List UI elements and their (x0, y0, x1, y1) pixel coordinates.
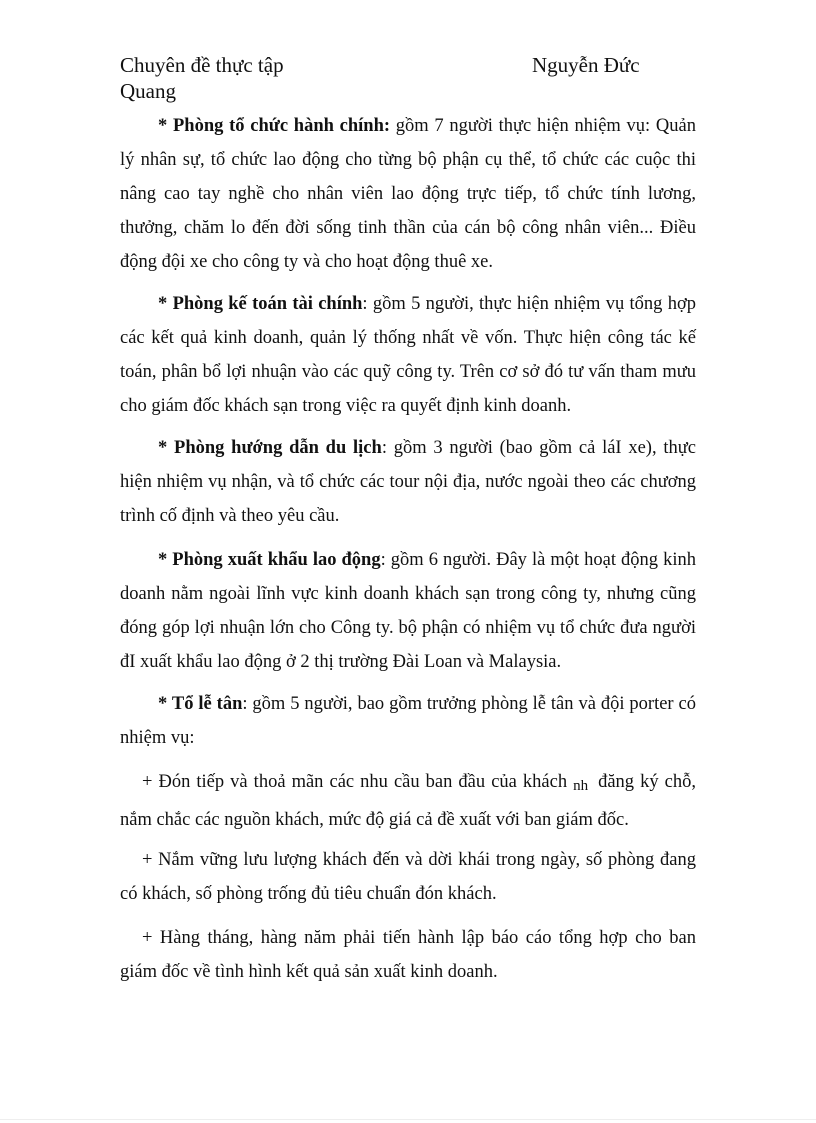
bullet-nam-vung-luu-luong: + Nắm vững lưu lượng khách đến và dời khái trong ngày, số phòng đang có khách, số phòng trống đủ tiêu chuẩn đón khách. (120, 850, 696, 904)
paragraph-phong-huong-dan-du-lich (120, 431, 696, 533)
paragraph-phong-ke-toan-tai-chinh (120, 287, 696, 423)
paragraph-text: : gồm 6 người. Đây là một hoạt động kinh doanh nằm ngoài lĩnh vực kinh doanh khách sạn trong công ty, nhưng cũng đóng góp lợi nhuận lớn cho Công ty. bộ phận có nhiệm vụ tổ chức đưa người đI xuất khẩu lao động ở 2 thị trường Đài Loan và Malaysia. (120, 550, 696, 672)
paragraph-phong-to-chuc-hanh-chinh (120, 109, 696, 279)
paragraph-lead: * Phòng hướng dẫn du lịch (158, 438, 382, 458)
paragraph-lead: * Phòng xuất khẩu lao động (158, 550, 381, 570)
paragraph-text: : gồm 5 người, bao gồm trưởng phòng lễ tân và đội porter có nhiệm vụ: (120, 694, 696, 748)
header-title: Chuyên đề thực tập (120, 53, 284, 77)
bullet-text-after: đăng ký chỗ, nắm chắc các nguồn khách, mức độ giá cả đề xuất với ban giám đốc. (120, 772, 696, 830)
paragraph-text: : gồm 3 người (bao gồm cả láI xe), thực hiện nhiệm vụ nhận, và tổ chức các tour nội địa, nước ngoài theo các chương trình cố định và theo yêu cầu. (120, 438, 696, 526)
paragraph-phong-xuat-khau-lao-dong (120, 543, 696, 679)
bullet-text-before: + Đón tiếp và thoả mãn các nhu cầu ban đầu của khách (142, 772, 568, 792)
paragraph-lead: * Phòng tổ chức hành chính: (158, 116, 391, 136)
paragraph-lead: * Tổ lễ tân (158, 694, 243, 714)
paragraph-text: gồm 7 người thực hiện nhiệm vụ: Quản lý nhân sự, tổ chức lao động cho từng bộ phận cụ thể, tổ chức các cuộc thi nâng cao tay nghề cho nhân viên lao động trực tiếp, tổ chức tính lương, thưởng, chăm lo đến đời sống tinh thần của cán bộ công nhân viên... Điều động đội xe cho công ty và cho hoạt động thuê xe. (120, 116, 696, 272)
bullet-inline-note: nh (573, 778, 589, 794)
header-author-name-wrap: Quang (120, 79, 176, 103)
paragraph-text: : gồm 5 người, thực hiện nhiệm vụ tổng hợp các kết quả kinh doanh, quản lý thống nhất về vốn. Thực hiện công tác kế toán, phân bổ lợi nhuận vào các quỹ công ty. Trên cơ sở đó tư vấn tham mưu cho giám đốc khách sạn trong việc ra quyết định kinh doanh. (120, 294, 696, 416)
header-author-name: Nguyễn Đức (532, 53, 640, 77)
paragraph-lead: * Phòng kế toán tài chính (158, 294, 363, 314)
bullet-bao-cao-tong-hop: + Hàng tháng, hàng năm phải tiến hành lập báo cáo tổng hợp cho ban giám đốc về tình hình kết quả sản xuất kinh doanh. (120, 928, 696, 982)
bullet-don-tiep (120, 765, 696, 837)
paragraph-to-le-tan (120, 687, 696, 755)
page-bottom-edge (0, 1119, 816, 1120)
